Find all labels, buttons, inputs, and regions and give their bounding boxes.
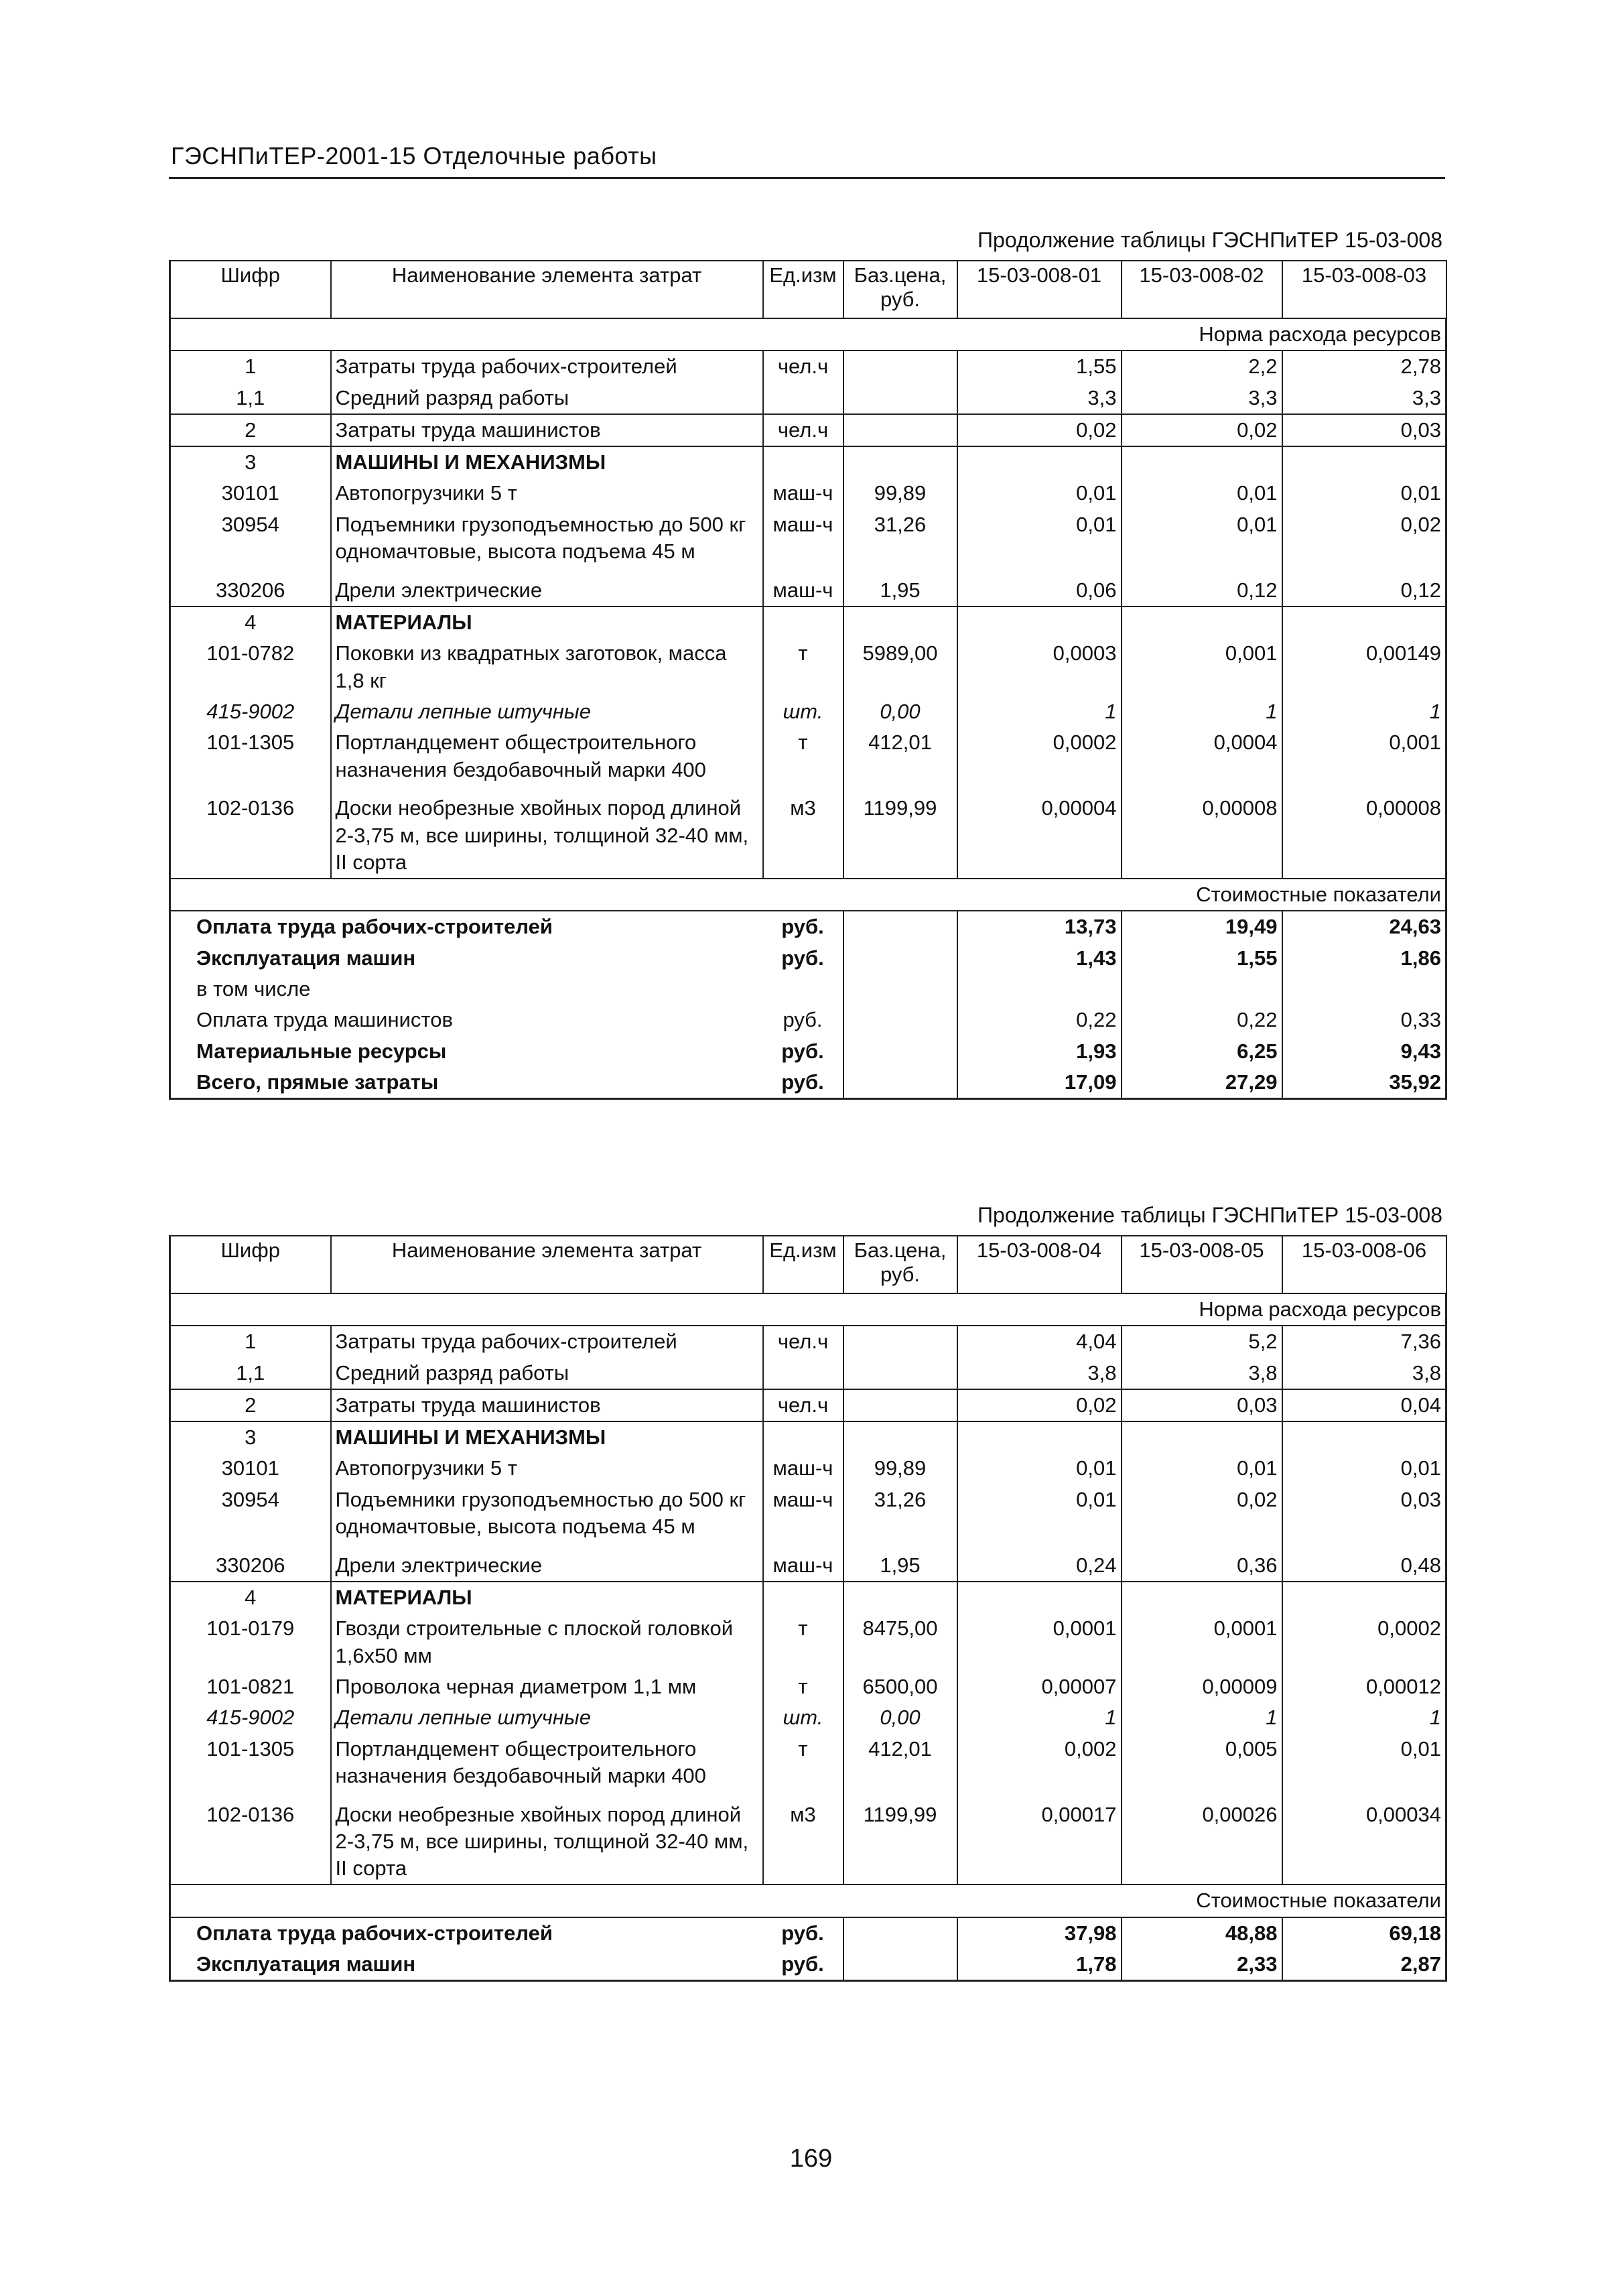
row-code: 4 bbox=[170, 607, 331, 638]
row-code: 1 bbox=[170, 1326, 331, 1357]
cost-value: 9,43 bbox=[1282, 1036, 1446, 1067]
cost-value bbox=[1122, 974, 1282, 1005]
row-value bbox=[957, 1421, 1122, 1453]
row-value: 3,8 bbox=[957, 1358, 1122, 1389]
row-code: 330206 bbox=[170, 575, 331, 607]
cost-label: Всего, прямые затраты bbox=[170, 1067, 763, 1099]
row-value: 1,55 bbox=[957, 350, 1122, 382]
row-value: 0,01 bbox=[1282, 1734, 1446, 1799]
row-value bbox=[957, 607, 1122, 638]
row-price bbox=[843, 607, 957, 638]
row-unit: м3 bbox=[763, 793, 843, 879]
cost-unit: руб. bbox=[763, 1005, 843, 1035]
table-row bbox=[170, 1613, 1446, 1671]
row-value: 0,01 bbox=[957, 1484, 1122, 1550]
row-value: 0,0001 bbox=[1122, 1613, 1282, 1671]
row-value: 0,02 bbox=[957, 414, 1122, 446]
row-value: 0,0002 bbox=[957, 727, 1122, 793]
table-row bbox=[170, 1582, 1446, 1613]
row-unit bbox=[763, 446, 843, 478]
cost-value bbox=[957, 974, 1122, 1005]
row-unit: маш-ч bbox=[763, 1550, 843, 1582]
row-value: 0,04 bbox=[1282, 1389, 1446, 1421]
row-code: 415-9002 bbox=[170, 696, 331, 727]
cost-row bbox=[170, 1036, 1446, 1067]
row-value: 0,02 bbox=[1122, 414, 1282, 446]
table-row bbox=[170, 696, 1446, 727]
running-header: ГЭСНПиТЕР-2001-15 Отделочные работы bbox=[171, 142, 657, 170]
row-code: 4 bbox=[170, 1582, 331, 1613]
row-unit: т bbox=[763, 638, 843, 696]
cost-value: 37,98 bbox=[957, 1917, 1122, 1949]
table-row bbox=[170, 1484, 1446, 1550]
cost-section-label: Стоимостные показатели bbox=[170, 1885, 1446, 1917]
table-row bbox=[170, 1389, 1446, 1421]
row-name: Средний разряд работы bbox=[331, 1358, 763, 1389]
row-code: 3 bbox=[170, 1421, 331, 1453]
row-value: 0,03 bbox=[1282, 414, 1446, 446]
row-code: 101-0821 bbox=[170, 1671, 331, 1702]
row-value: 0,005 bbox=[1122, 1734, 1282, 1799]
row-value: 0,00008 bbox=[1122, 793, 1282, 879]
row-code: 30954 bbox=[170, 1484, 331, 1550]
table-1-caption: Продолжение таблицы ГЭСНПиТЕР 15-03-008 bbox=[977, 228, 1442, 252]
table-row bbox=[170, 1671, 1446, 1702]
cost-label: Эксплуатация машин bbox=[170, 943, 763, 974]
cost-price-empty bbox=[843, 974, 957, 1005]
cost-value: 6,25 bbox=[1122, 1036, 1282, 1067]
table-row bbox=[170, 607, 1446, 638]
row-value: 0,00017 bbox=[957, 1799, 1122, 1885]
row-code: 101-0782 bbox=[170, 638, 331, 696]
header-unit: Ед.изм bbox=[763, 1236, 843, 1293]
row-value: 3,8 bbox=[1122, 1358, 1282, 1389]
table-row bbox=[170, 509, 1446, 575]
row-name: Портландцемент общестроительного назначения бездобавочный марки 400 bbox=[331, 727, 763, 793]
resource-table-1 bbox=[169, 260, 1447, 1100]
header-name: Наименование элемента затрат bbox=[331, 1236, 763, 1293]
row-unit: маш-ч bbox=[763, 509, 843, 575]
cost-label: Оплата труда рабочих-строителей bbox=[170, 1917, 763, 1949]
cost-label: Эксплуатация машин bbox=[170, 1949, 763, 1981]
row-code: 101-0179 bbox=[170, 1613, 331, 1671]
row-code: 101-1305 bbox=[170, 1734, 331, 1799]
table-row bbox=[170, 1799, 1446, 1885]
row-name: Подъемники грузоподъемностью до 500 кг одномачтовые, высота подъема 45 м bbox=[331, 509, 763, 575]
row-code: 30101 bbox=[170, 1453, 331, 1484]
row-value bbox=[1282, 1421, 1446, 1453]
row-value: 0,00012 bbox=[1282, 1671, 1446, 1702]
row-value: 1 bbox=[957, 1702, 1122, 1733]
row-value: 0,01 bbox=[1282, 1453, 1446, 1484]
cost-row bbox=[170, 1067, 1446, 1099]
row-name: МАТЕРИАЛЫ bbox=[331, 607, 763, 638]
row-price: 31,26 bbox=[843, 1484, 957, 1550]
row-value: 0,001 bbox=[1122, 638, 1282, 696]
row-code: 102-0136 bbox=[170, 793, 331, 879]
row-price: 0,00 bbox=[843, 1702, 957, 1733]
table-row bbox=[170, 638, 1446, 696]
cost-label: Оплата труда рабочих-строителей bbox=[170, 911, 763, 942]
cost-price-empty bbox=[843, 1005, 957, 1035]
cost-value: 24,63 bbox=[1282, 911, 1446, 942]
row-value: 0,01 bbox=[957, 478, 1122, 509]
row-unit: маш-ч bbox=[763, 478, 843, 509]
row-value: 0,00149 bbox=[1282, 638, 1446, 696]
cost-section-row bbox=[170, 1885, 1446, 1917]
row-value: 1 bbox=[1282, 696, 1446, 727]
cost-value: 0,22 bbox=[957, 1005, 1122, 1035]
row-value: 0,00009 bbox=[1122, 1671, 1282, 1702]
row-name: Затраты труда машинистов bbox=[331, 1389, 763, 1421]
header-column-code: 15-03-008-01 bbox=[957, 261, 1122, 318]
row-value: 0,12 bbox=[1282, 575, 1446, 607]
row-unit: чел.ч bbox=[763, 1389, 843, 1421]
cost-price-empty bbox=[843, 1917, 957, 1949]
row-price: 5989,00 bbox=[843, 638, 957, 696]
row-value: 0,12 bbox=[1122, 575, 1282, 607]
cost-value: 19,49 bbox=[1122, 911, 1282, 942]
row-value: 0,03 bbox=[1122, 1389, 1282, 1421]
cost-unit: руб. bbox=[763, 1036, 843, 1067]
cost-price-empty bbox=[843, 1949, 957, 1981]
row-code: 101-1305 bbox=[170, 727, 331, 793]
row-unit: шт. bbox=[763, 696, 843, 727]
row-name: Средний разряд работы bbox=[331, 383, 763, 414]
row-code: 3 bbox=[170, 446, 331, 478]
row-value: 0,03 bbox=[1282, 1484, 1446, 1550]
cost-unit: руб. bbox=[763, 1949, 843, 1981]
row-value: 0,01 bbox=[1122, 478, 1282, 509]
row-code: 1 bbox=[170, 350, 331, 382]
table-row bbox=[170, 1702, 1446, 1733]
cost-value: 2,33 bbox=[1122, 1949, 1282, 1981]
row-value: 0,02 bbox=[957, 1389, 1122, 1421]
cost-section-label: Стоимостные показатели bbox=[170, 879, 1446, 911]
row-name: Детали лепные штучные bbox=[331, 1702, 763, 1733]
cost-value bbox=[1282, 974, 1446, 1005]
table-row bbox=[170, 1550, 1446, 1582]
row-price: 99,89 bbox=[843, 1453, 957, 1484]
row-value: 0,0004 bbox=[1122, 727, 1282, 793]
header-column-code: 15-03-008-02 bbox=[1122, 261, 1282, 318]
row-value: 0,24 bbox=[957, 1550, 1122, 1582]
header-price: Баз.цена, руб. bbox=[843, 261, 957, 318]
cost-value: 1,86 bbox=[1282, 943, 1446, 974]
row-value bbox=[1122, 446, 1282, 478]
cost-value: 1,93 bbox=[957, 1036, 1122, 1067]
row-price: 1,95 bbox=[843, 575, 957, 607]
row-name: Гвозди строительные с плоской головкой 1,6х50 мм bbox=[331, 1613, 763, 1671]
row-price bbox=[843, 350, 957, 382]
row-value bbox=[957, 446, 1122, 478]
cost-label: в том числе bbox=[170, 974, 763, 1005]
row-value: 0,002 bbox=[957, 1734, 1122, 1799]
row-code: 2 bbox=[170, 1389, 331, 1421]
header-column-code: 15-03-008-03 bbox=[1282, 261, 1446, 318]
cost-label: Оплата труда машинистов bbox=[170, 1005, 763, 1035]
row-name: Проволока черная диаметром 1,1 мм bbox=[331, 1671, 763, 1702]
row-value: 3,3 bbox=[957, 383, 1122, 414]
row-name: Затраты труда рабочих-строителей bbox=[331, 1326, 763, 1357]
row-price bbox=[843, 1358, 957, 1389]
cost-price-empty bbox=[843, 1067, 957, 1099]
resource-table-2 bbox=[169, 1235, 1447, 1982]
row-code: 30954 bbox=[170, 509, 331, 575]
row-name: МАШИНЫ И МЕХАНИЗМЫ bbox=[331, 446, 763, 478]
row-name: Поковки из квадратных заготовок, масса 1,8 кг bbox=[331, 638, 763, 696]
row-price: 412,01 bbox=[843, 727, 957, 793]
row-value: 0,00008 bbox=[1282, 793, 1446, 879]
table-row bbox=[170, 1326, 1446, 1357]
table-row bbox=[170, 446, 1446, 478]
row-unit bbox=[763, 1582, 843, 1613]
row-name: Автопогрузчики 5 т bbox=[331, 1453, 763, 1484]
row-name: Автопогрузчики 5 т bbox=[331, 478, 763, 509]
row-unit: т bbox=[763, 1613, 843, 1671]
cost-value: 27,29 bbox=[1122, 1067, 1282, 1099]
row-value bbox=[957, 1582, 1122, 1613]
cost-value: 1,55 bbox=[1122, 943, 1282, 974]
row-unit: маш-ч bbox=[763, 575, 843, 607]
row-name: Затраты труда рабочих-строителей bbox=[331, 350, 763, 382]
row-value: 0,00007 bbox=[957, 1671, 1122, 1702]
row-value: 0,00004 bbox=[957, 793, 1122, 879]
cost-value: 35,92 bbox=[1282, 1067, 1446, 1099]
row-price: 8475,00 bbox=[843, 1613, 957, 1671]
row-value bbox=[1122, 607, 1282, 638]
row-price bbox=[843, 383, 957, 414]
page-number: 169 bbox=[789, 2145, 833, 2173]
table-row bbox=[170, 793, 1446, 879]
row-unit: т bbox=[763, 727, 843, 793]
row-price: 1199,99 bbox=[843, 1799, 957, 1885]
row-value: 0,06 bbox=[957, 575, 1122, 607]
row-unit: шт. bbox=[763, 1702, 843, 1733]
row-value: 0,01 bbox=[957, 509, 1122, 575]
row-unit bbox=[763, 607, 843, 638]
cost-value: 0,33 bbox=[1282, 1005, 1446, 1035]
norm-section-label: Норма расхода ресурсов bbox=[170, 318, 1446, 350]
cost-value: 1,43 bbox=[957, 943, 1122, 974]
cost-price-empty bbox=[843, 911, 957, 942]
cost-price-empty bbox=[843, 1036, 957, 1067]
row-value: 0,01 bbox=[1282, 478, 1446, 509]
cost-unit: руб. bbox=[763, 1917, 843, 1949]
row-value: 0,36 bbox=[1122, 1550, 1282, 1582]
row-value bbox=[1282, 1582, 1446, 1613]
table-row bbox=[170, 383, 1446, 414]
table-row bbox=[170, 1358, 1446, 1389]
cost-value: 0,22 bbox=[1122, 1005, 1282, 1035]
cost-row bbox=[170, 974, 1446, 1005]
table-header-row bbox=[170, 261, 1446, 318]
cost-unit: руб. bbox=[763, 911, 843, 942]
table-row bbox=[170, 575, 1446, 607]
cost-value: 2,87 bbox=[1282, 1949, 1446, 1981]
row-code: 30101 bbox=[170, 478, 331, 509]
row-code: 102-0136 bbox=[170, 1799, 331, 1885]
cost-price-empty bbox=[843, 943, 957, 974]
row-unit: т bbox=[763, 1734, 843, 1799]
row-name: Дрели электрические bbox=[331, 575, 763, 607]
row-code: 1,1 bbox=[170, 383, 331, 414]
header-unit: Ед.изм bbox=[763, 261, 843, 318]
cost-row bbox=[170, 911, 1446, 942]
table-row bbox=[170, 727, 1446, 793]
row-value: 0,00026 bbox=[1122, 1799, 1282, 1885]
header-rule bbox=[169, 177, 1445, 179]
row-value: 3,8 bbox=[1282, 1358, 1446, 1389]
row-value: 0,0003 bbox=[957, 638, 1122, 696]
cost-row bbox=[170, 1949, 1446, 1981]
cost-section-row bbox=[170, 879, 1446, 911]
row-name: Детали лепные штучные bbox=[331, 696, 763, 727]
row-value: 5,2 bbox=[1122, 1326, 1282, 1357]
row-name: МАШИНЫ И МЕХАНИЗМЫ bbox=[331, 1421, 763, 1453]
norm-section-row bbox=[170, 318, 1446, 350]
row-unit: чел.ч bbox=[763, 350, 843, 382]
cost-value: 48,88 bbox=[1122, 1917, 1282, 1949]
row-code: 2 bbox=[170, 414, 331, 446]
row-value bbox=[1122, 1421, 1282, 1453]
row-code: 330206 bbox=[170, 1550, 331, 1582]
row-price: 31,26 bbox=[843, 509, 957, 575]
header-code: Шифр bbox=[170, 1236, 331, 1293]
row-unit: м3 bbox=[763, 1799, 843, 1885]
row-value: 0,0002 bbox=[1282, 1613, 1446, 1671]
cost-row bbox=[170, 1917, 1446, 1949]
row-unit bbox=[763, 1358, 843, 1389]
row-price: 99,89 bbox=[843, 478, 957, 509]
row-price bbox=[843, 414, 957, 446]
row-value: 1 bbox=[957, 696, 1122, 727]
row-name: Доски необрезные хвойных пород длиной 2-3,75 м, все ширины, толщиной 32-40 мм, II сорта bbox=[331, 1799, 763, 1885]
row-value: 0,01 bbox=[1122, 1453, 1282, 1484]
table-row bbox=[170, 350, 1446, 382]
row-value: 0,00034 bbox=[1282, 1799, 1446, 1885]
row-value bbox=[1282, 446, 1446, 478]
row-price: 0,00 bbox=[843, 696, 957, 727]
cost-value: 13,73 bbox=[957, 911, 1122, 942]
table-row bbox=[170, 1421, 1446, 1453]
row-value: 2,2 bbox=[1122, 350, 1282, 382]
header-column-code: 15-03-008-05 bbox=[1122, 1236, 1282, 1293]
header-name: Наименование элемента затрат bbox=[331, 261, 763, 318]
row-value: 0,02 bbox=[1282, 509, 1446, 575]
row-value: 0,0001 bbox=[957, 1613, 1122, 1671]
header-column-code: 15-03-008-06 bbox=[1282, 1236, 1446, 1293]
cost-value: 69,18 bbox=[1282, 1917, 1446, 1949]
cost-row bbox=[170, 1005, 1446, 1035]
row-price: 412,01 bbox=[843, 1734, 957, 1799]
row-price bbox=[843, 1389, 957, 1421]
row-price bbox=[843, 1421, 957, 1453]
row-value: 2,78 bbox=[1282, 350, 1446, 382]
row-value: 1 bbox=[1122, 1702, 1282, 1733]
cost-unit: руб. bbox=[763, 943, 843, 974]
row-value: 0,01 bbox=[1122, 509, 1282, 575]
norm-section-label: Норма расхода ресурсов bbox=[170, 1293, 1446, 1326]
row-name: Подъемники грузоподъемностью до 500 кг одномачтовые, высота подъема 45 м bbox=[331, 1484, 763, 1550]
row-value: 0,01 bbox=[957, 1453, 1122, 1484]
table-2-caption: Продолжение таблицы ГЭСНПиТЕР 15-03-008 bbox=[977, 1203, 1442, 1227]
row-name: Дрели электрические bbox=[331, 1550, 763, 1582]
row-value: 1 bbox=[1122, 696, 1282, 727]
row-value: 3,3 bbox=[1282, 383, 1446, 414]
row-price bbox=[843, 446, 957, 478]
row-value: 3,3 bbox=[1122, 383, 1282, 414]
row-code: 1,1 bbox=[170, 1358, 331, 1389]
table-header-row bbox=[170, 1236, 1446, 1293]
row-value: 0,02 bbox=[1122, 1484, 1282, 1550]
header-column-code: 15-03-008-04 bbox=[957, 1236, 1122, 1293]
row-unit bbox=[763, 383, 843, 414]
row-name: Затраты труда машинистов bbox=[331, 414, 763, 446]
row-unit: чел.ч bbox=[763, 1326, 843, 1357]
norm-section-row bbox=[170, 1293, 1446, 1326]
cost-unit bbox=[763, 974, 843, 1005]
cost-unit: руб. bbox=[763, 1067, 843, 1099]
row-value: 4,04 bbox=[957, 1326, 1122, 1357]
cost-row bbox=[170, 943, 1446, 974]
row-unit: маш-ч bbox=[763, 1484, 843, 1550]
table-row bbox=[170, 1734, 1446, 1799]
row-value: 0,001 bbox=[1282, 727, 1446, 793]
row-name: Доски необрезные хвойных пород длиной 2-3,75 м, все ширины, толщиной 32-40 мм, II сорта bbox=[331, 793, 763, 879]
cost-value: 1,78 bbox=[957, 1949, 1122, 1981]
header-price: Баз.цена, руб. bbox=[843, 1236, 957, 1293]
row-price bbox=[843, 1326, 957, 1357]
table-row bbox=[170, 414, 1446, 446]
row-price: 1,95 bbox=[843, 1550, 957, 1582]
row-unit bbox=[763, 1421, 843, 1453]
row-value bbox=[1122, 1582, 1282, 1613]
row-price bbox=[843, 1582, 957, 1613]
row-unit: маш-ч bbox=[763, 1453, 843, 1484]
row-value: 1 bbox=[1282, 1702, 1446, 1733]
row-unit: т bbox=[763, 1671, 843, 1702]
row-unit: чел.ч bbox=[763, 414, 843, 446]
cost-label: Материальные ресурсы bbox=[170, 1036, 763, 1067]
row-value: 7,36 bbox=[1282, 1326, 1446, 1357]
row-value: 0,48 bbox=[1282, 1550, 1446, 1582]
row-price: 6500,00 bbox=[843, 1671, 957, 1702]
table-row bbox=[170, 478, 1446, 509]
row-name: МАТЕРИАЛЫ bbox=[331, 1582, 763, 1613]
row-code: 415-9002 bbox=[170, 1702, 331, 1733]
table-row bbox=[170, 1453, 1446, 1484]
cost-value: 17,09 bbox=[957, 1067, 1122, 1099]
header-code: Шифр bbox=[170, 261, 331, 318]
row-value bbox=[1282, 607, 1446, 638]
row-name: Портландцемент общестроительного назначения бездобавочный марки 400 bbox=[331, 1734, 763, 1799]
row-price: 1199,99 bbox=[843, 793, 957, 879]
